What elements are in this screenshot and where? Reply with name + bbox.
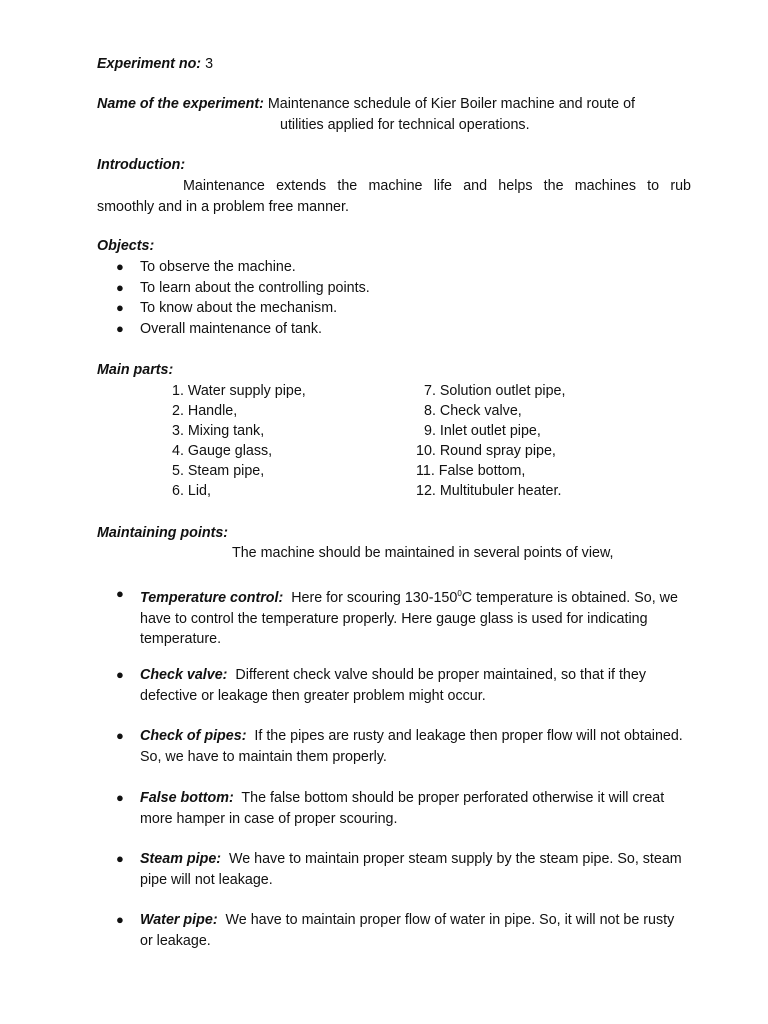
bullet-icon: ● (116, 300, 124, 315)
bullet-icon: ● (116, 259, 124, 274)
bullet-icon: ● (116, 851, 124, 866)
list-item: 8. Check valve, (424, 403, 522, 419)
list-item: ● To know about the mechanism. (140, 298, 370, 319)
experiment-name-line2: utilities applied for technical operations. (280, 117, 530, 133)
point-label: Check valve: (140, 667, 228, 683)
experiment-name-label: Name of the experiment: (97, 96, 264, 112)
list-item: 5. Steam pipe, (172, 463, 265, 479)
introduction-heading: Introduction: (97, 157, 186, 173)
main-parts-heading: Main parts: (97, 362, 174, 378)
list-item: 3. Mixing tank, (172, 423, 265, 439)
bullet-icon: ● (116, 912, 124, 927)
list-item: ● To observe the machine. (140, 257, 370, 278)
maintaining-point-temperature: ● Temperature control: Here for scouring $130-150^0C$ temperature is obtained. So, we have to control the temperature properly. Here gauge glass is used for indicating temperature. (116, 586, 678, 647)
experiment-number-line (97, 54, 213, 75)
list-item: 2. Handle, (172, 403, 238, 419)
maintaining-intro: The machine should be maintained in several points of view, (232, 545, 614, 561)
objects-heading: Objects: (97, 238, 155, 254)
objects-list (116, 257, 370, 339)
experiment-label: Experiment no: (97, 56, 202, 72)
list-item: 10. Round spray pipe, (416, 443, 556, 459)
introduction-line2: smoothly and in a problem free manner. (97, 199, 349, 215)
point-label: Steam pipe: (140, 851, 222, 867)
list-item: 12. Multitubuler heater. (416, 483, 562, 499)
bullet-icon: ● (116, 320, 124, 336)
maintaining-point-steam-pipe: ● Steam pipe: We have to maintain proper steam supply by the steam pipe. So, steam pipe will not leakage. (116, 851, 682, 888)
list-item: 7. Solution outlet pipe, (424, 383, 566, 399)
maintaining-point-false-bottom: ● False bottom: The false bottom should be proper perforated otherwise it will creat more hamper in case of proper scouring. (116, 790, 665, 827)
experiment-number: 3 (205, 56, 214, 72)
list-item: ● Overall maintenance of tank. (140, 319, 370, 340)
maintaining-point-water-pipe: ● Water pipe: We have to maintain proper flow of water in pipe. So, it will not be rusty or leakage. (116, 912, 675, 949)
introduction-line1: Maintenance extends the machine life and helps the machines to rub (183, 178, 691, 194)
experiment-name-line (97, 94, 635, 115)
bullet-icon: ● (116, 586, 124, 601)
experiment-name-line1: Maintenance schedule of Kier Boiler machine and route of (267, 96, 636, 112)
bullet-icon: ● (116, 790, 124, 805)
bullet-icon: ● (116, 667, 124, 682)
bullet-icon: ● (116, 728, 124, 743)
list-item: 1. Water supply pipe, (172, 383, 306, 399)
list-item: 11. False bottom, (416, 463, 526, 479)
point-label: False bottom: (140, 790, 234, 806)
point-label: Temperature control: (140, 590, 284, 606)
main-parts-left-column (172, 381, 306, 501)
bullet-icon: ● (116, 279, 124, 295)
list-item: 9. Inlet outlet pipe, (424, 423, 541, 439)
main-parts-right-column (416, 381, 565, 501)
list-item: 4. Gauge glass, (172, 443, 273, 459)
point-label: Water pipe: (140, 912, 218, 928)
list-item: ● To learn about the controlling points. (140, 278, 370, 299)
maintaining-point-check-pipes: ● Check of pipes: If the pipes are rusty and leakage then proper flow will not obtained. So, we have to maintain them properly. (116, 728, 683, 765)
point-label: Check of pipes: (140, 728, 247, 744)
maintaining-heading: Maintaining points: (97, 525, 229, 541)
list-item: 6. Lid, (172, 483, 211, 499)
maintaining-point-check-valve: ● Check valve: Different check valve should be proper maintained, so that if they defective or leakage then greater problem might occur. (116, 667, 646, 704)
introduction-paragraph (183, 176, 691, 197)
